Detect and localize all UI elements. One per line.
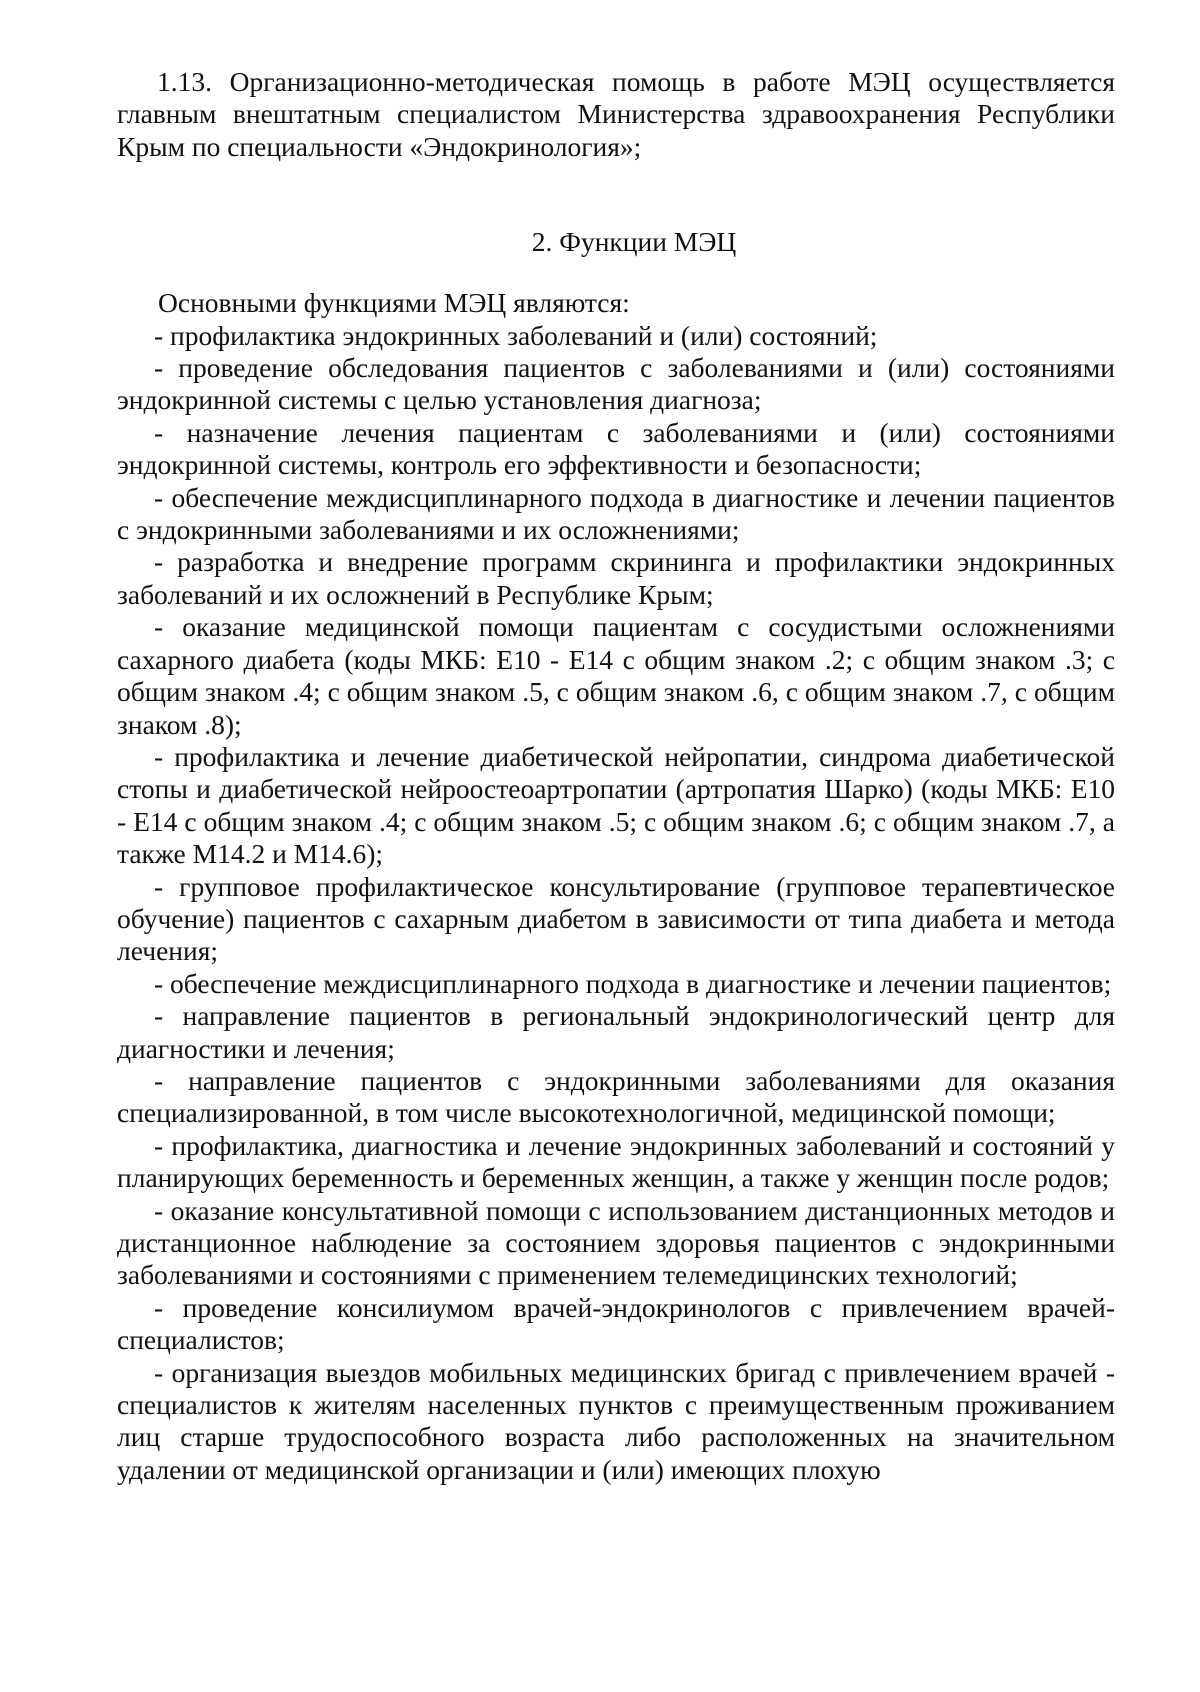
function-item: - проведение консилиумом врачей-эндокринологов с привлечением врачей-специалистов; xyxy=(117,1291,1115,1356)
function-item: - организация выездов мобильных медицинских бригад с привлечением врачей - специалистов к жителям населенных пунктов с преимущественным проживанием лиц старше трудоспособного возраста либо расположенных на значительном удалении от медицинской организации и (или) имеющих плохую xyxy=(117,1356,1115,1485)
function-item: - направление пациентов с эндокринными заболеваниями для оказания специализированной, в том числе высокотехнологичной, медицинской помощи; xyxy=(117,1064,1115,1129)
function-item: - профилактика и лечение диабетической нейропатии, синдрома диабетической стопы и диабетической нейроостеоартропатии (артропатия Шарко) (коды МКБ: Е10 - Е14 с общим знаком .4; с общим знаком .5; с общим знаком .6; с общим знаком .7, а также М14.2 и М14.6); xyxy=(117,740,1115,870)
function-item: - обеспечение междисциплинарного подхода в диагностике и лечении пациентов; xyxy=(154,967,1112,999)
function-item: - профилактика, диагностика и лечение эндокринных заболеваний и состояний у планирующих беременность и беременных женщин, а также у женщин после родов; xyxy=(117,1129,1115,1194)
section-heading: 2. Функции МЭЦ xyxy=(531,226,737,258)
intro-paragraph: 1.13. Организационно-методическая помощь в работе МЭЦ осуществляется главным внештатным специалистом Министерства здравоохранения Республики Крым по специальности «Эндокринология»; xyxy=(117,66,1115,162)
function-item: - профилактика эндокринных заболеваний и (или) состояний; xyxy=(154,319,878,351)
function-item: - обеспечение междисциплинарного подхода в диагностике и лечении пациентов с эндокринными заболеваниями и их осложнениями; xyxy=(117,481,1115,546)
document-page xyxy=(117,66,1115,1486)
function-item: - назначение лечения пациентам с заболеваниями и (или) состояниями эндокринной системы, контроль его эффективности и безопасности; xyxy=(117,416,1115,481)
functions-intro: Основными функциями МЭЦ являются: xyxy=(158,287,630,319)
function-item: - проведение обследования пациентов с заболеваниями и (или) состояниями эндокринной системы с целью установления диагноза; xyxy=(117,352,1115,416)
function-item: - направление пациентов в региональный эндокринологический центр для диагностики и лечения; xyxy=(117,1000,1115,1064)
functions-list xyxy=(117,320,1115,1487)
function-item: - оказание медицинской помощи пациентам с сосудистыми осложнениями сахарного диабета (коды МКБ: Е10 - Е14 с общим знаком .2; с общим знаком .3; с общим знаком .4; с общим знаком .5, с общим знаком .6, с общим знаком .7, с общим знаком .8); xyxy=(117,611,1115,740)
function-item: - разработка и внедрение программ скрининга и профилактики эндокринных заболеваний и их осложнений в Республике Крым; xyxy=(117,546,1115,610)
function-item: - оказание консультативной помощи с использованием дистанционных методов и дистанционное наблюдение за состоянием здоровья пациентов с эндокринными заболеваниями и состояниями с применением телемедицинских технологий; xyxy=(117,1194,1115,1291)
function-item: - групповое профилактическое консультирование (групповое терапевтическое обучение) пациентов с сахарным диабетом в зависимости от типа диабета и метода лечения; xyxy=(117,870,1115,967)
